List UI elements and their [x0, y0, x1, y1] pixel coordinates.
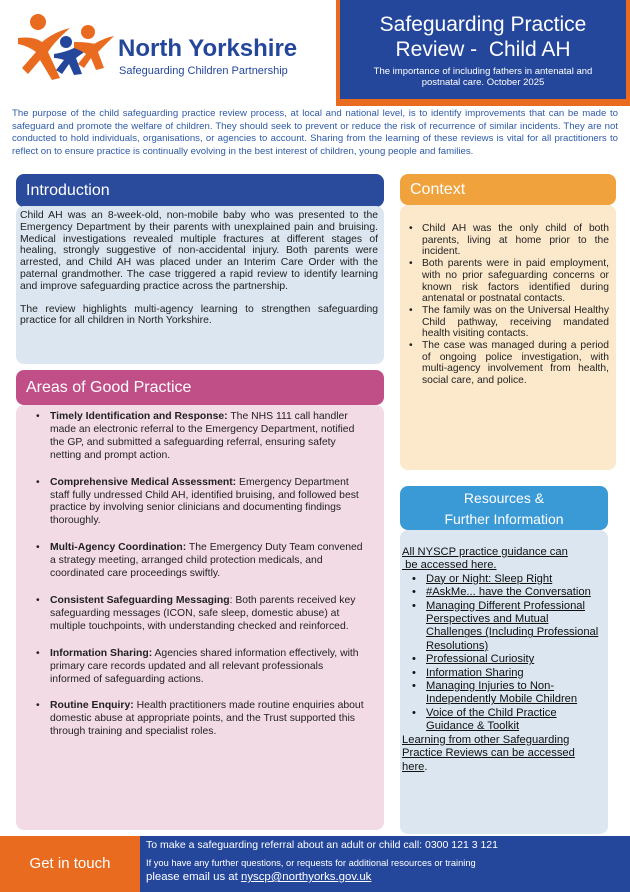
good-practice-panel: [16, 405, 384, 830]
resource-link[interactable]: Managing Different Professional Perspectives and Mutual Challenges (Including Professional Resolutions): [426, 599, 599, 652]
email-prefix: please email us at: [146, 871, 241, 883]
good-practice-list: [50, 411, 366, 739]
title-line-1: Safeguarding Practice: [379, 13, 587, 36]
resource-link[interactable]: Voice of the Child Practice Guidance & Toolkit: [426, 706, 557, 733]
context-panel: [400, 205, 616, 470]
logo: [10, 6, 330, 90]
title-line-2: Review - Child AH: [395, 38, 571, 61]
family-figures-icon: [14, 8, 114, 88]
email-line: [146, 871, 371, 883]
item-text: Health practitioners made routine enquiries about domestic abuse at appropriate points, and the Trust supported this through training and specialist roles.: [50, 700, 364, 738]
guidance-link-line-2: be accessed here.: [402, 559, 497, 572]
resources-heading: [400, 486, 608, 530]
item-title: Comprehensive Medical Assessment:: [50, 476, 237, 488]
org-subtitle: Safeguarding Children Partnership: [119, 65, 288, 77]
resource-link-item: [426, 600, 602, 654]
item-text: : Both parents received key safeguarding messages (ICON, safe sleep, domestic abuse) at multiple touchpoints, with understanding checked and reinforced.: [50, 594, 356, 632]
good-practice-heading: Areas of Good Practice: [16, 370, 384, 405]
reviews-link[interactable]: Learning from other Safeguarding Practice Reviews can be accessed here: [402, 733, 575, 773]
item-text: The Emergency Duty Team convened a strategy meeting, arranged child protection medicals, and coordinated care proceedings swiftly.: [50, 542, 363, 580]
resource-link[interactable]: Day or Night: Sleep Right: [426, 572, 553, 585]
item-text: Emergency Department staff fully undressed Child AH, identified bruising, and followed best practice by involving senior clinicians and documenting findings thoroughly.: [50, 476, 359, 527]
resource-link-item: [426, 573, 602, 586]
resource-link[interactable]: Professional Curiosity: [426, 653, 535, 666]
resource-link-item: [426, 680, 602, 707]
list-item: • Both parents were in paid employment, with no prior safeguarding concerns or known risk factors identified during antenatal or postnatal contacts.: [422, 258, 609, 305]
guidance-link-line-1: All NYSCP practice guidance can: [402, 546, 568, 558]
resource-link-item: [426, 653, 602, 666]
context-heading: Context: [400, 174, 616, 205]
context-list: [422, 223, 609, 387]
item-title: Timely Identification and Response:: [50, 411, 228, 422]
title-subtitle: The importance of including fathers in antenatal and postnatal care. October 2025: [373, 66, 593, 88]
title-banner: [336, 0, 630, 106]
footer: [0, 836, 630, 892]
list-item: [50, 477, 366, 529]
page-title: [340, 0, 626, 62]
item-title: Multi-Agency Coordination:: [50, 542, 187, 554]
introduction-paragraph: The review highlights multi-agency learning to strengthen safeguarding practice for all children in North Yorkshire.: [20, 303, 378, 327]
reviews-link-line: [402, 734, 602, 774]
resources-heading-line-1: Resources &: [463, 490, 545, 506]
introduction-heading: Introduction: [16, 174, 384, 207]
list-item: [50, 542, 366, 581]
questions-text: If you have any further questions, or requests for additional resources or training: [146, 858, 476, 868]
resource-link-item: [426, 667, 602, 680]
list-item: • The family was on the Universal Healthy Child pathway, receiving mandated health visiting contacts.: [422, 305, 609, 340]
item-title: Consistent Safeguarding Messaging: [50, 594, 230, 606]
referral-phone: To make a safeguarding referral about an adult or child call: 0300 121 3 121: [146, 839, 498, 851]
introduction-panel: [16, 206, 384, 364]
item-text: Agencies shared information effectively, with primary care records updated and all relevant professionals informed of safeguarding actions.: [50, 647, 359, 685]
get-in-touch-label: Get in touch: [0, 836, 140, 892]
list-item: • The case was managed during a period of ongoing police investigation, with multi-agency involvement from health, social care, and police.: [422, 340, 609, 387]
list-item: [50, 411, 366, 463]
resource-link[interactable]: Managing Injuries to Non-Independently Mobile Children: [426, 680, 578, 706]
resource-link-item: [426, 586, 602, 599]
reviews-link-end: .: [424, 760, 428, 773]
item-title: Information Sharing:: [50, 647, 153, 659]
item-title: Routine Enquiry:: [50, 700, 134, 712]
introduction-paragraph: Child AH was an 8-week-old, non-mobile baby who was presented to the Emergency Department by their parents with unexplained pain and bruising. Medical investigations revealed multiple fractures at different stages of healing, strongly suggestive of non-accidental injury. Both parents were arrested, and Child AH was placed under an Interim Care Order with the paternal grandmother. The case triggered a rapid review to identify learning and improve safeguarding practice across the partnership.: [20, 210, 378, 292]
list-item: [50, 648, 366, 687]
title-panel: [340, 0, 626, 99]
resources-panel: [400, 530, 608, 834]
resources-list: [402, 573, 602, 734]
resource-link-item: [426, 707, 602, 734]
purpose-statement: The purpose of the child safeguarding practice review process, at local and national level, is to identify improvements that can be made to safeguard and promote the welfare of children. They should seek to prevent or reduce the risk of recurrence of similar incidents. They are not conducted to hold individuals, organisations, or agencies to account. Sharing from the learning of these reviews is vital for all practitioners to reflect on to ensure practice is continually evolving in the best interest of children, young people and families.: [12, 108, 618, 157]
resource-link[interactable]: #AskMe... have the Conversation: [426, 586, 591, 599]
item-text: The NHS 111 call handler made an electronic referral to the Emergency Department, notified the GP, and submitted a safeguarding referral, ensuring safety netting and prompt action.: [50, 411, 355, 461]
email-link[interactable]: nyscp@northyorks.gov.uk: [240, 871, 372, 883]
resource-link[interactable]: Information Sharing: [426, 666, 524, 679]
list-item: [50, 595, 366, 634]
list-item: [50, 700, 366, 739]
guidance-link[interactable]: [402, 546, 602, 573]
resources-heading-line-2: Further Information: [444, 511, 564, 527]
org-name: North Yorkshire: [118, 35, 298, 62]
list-item: • Child AH was the only child of both parents, living at home prior to the incident.: [422, 223, 609, 258]
